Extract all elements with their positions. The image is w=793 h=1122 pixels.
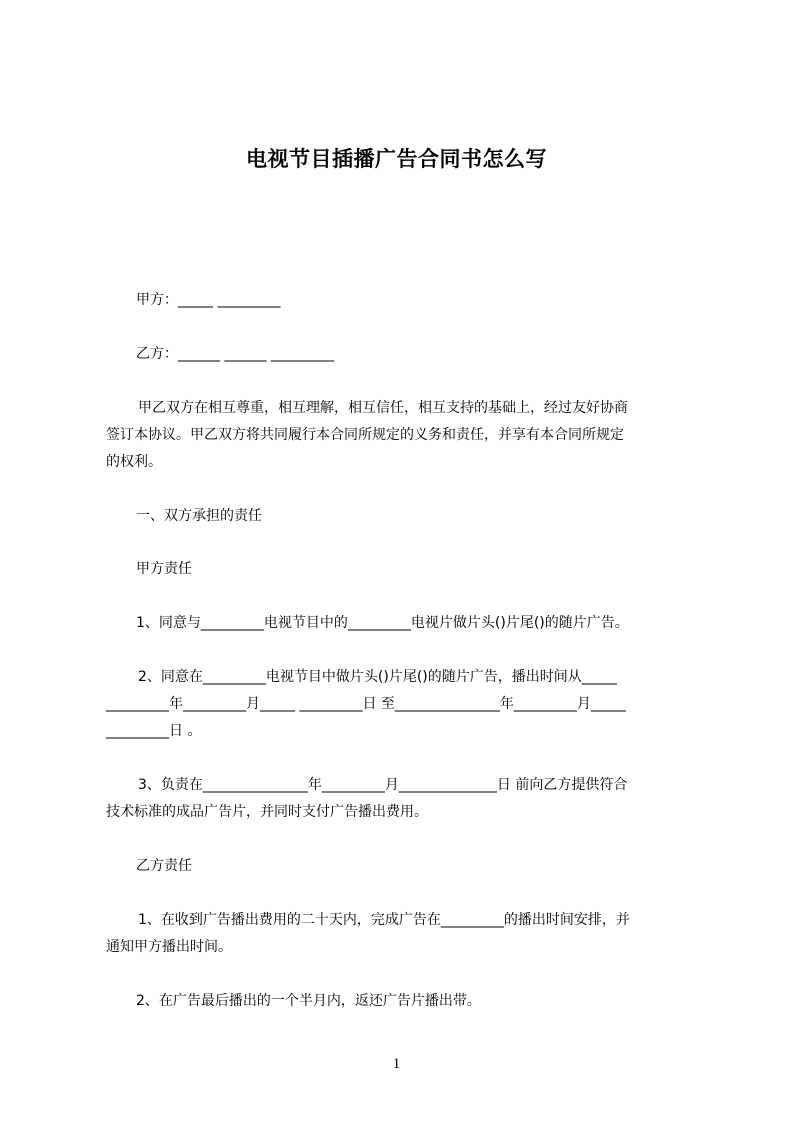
clause-line: 1、在收到广告播出费用的二十天内，完成广告在_________的播出时间安排，并 [138,912,630,928]
section-1-heading: 一、双方承担的责任 [136,508,262,524]
party-a-line: 甲方：_____ _________ [136,292,281,308]
preamble-line: 签订本协议。甲乙双方将共同履行本合同所规定的义务和责任，并享有本合同所规定 [106,427,624,443]
document-title: 电视节目插播广告合同书怎么写 [246,147,547,171]
clause-line: 2、在广告最后播出的一个半月内，返还广告片播出带。 [136,993,481,1009]
party-a-responsibility-heading: 甲方责任 [136,561,192,577]
clause-line: _________日 。 [106,723,202,739]
clause-line: 技术标准的成品广告片，并同时支付广告播出费用。 [106,804,428,820]
preamble-line: 甲乙双方在相互尊重，相互理解，相互信任，相互支持的基础上，经过友好协商 [138,400,628,416]
page-number: 1 [392,1056,401,1072]
party-b-line: 乙方：______ ______ _________ [136,346,334,362]
clause-line: 2、同意在_________电视节目中做片头()片尾()的随片广告，播出时间从_____ [138,669,617,685]
preamble-line: 的权利。 [106,454,162,470]
clause-line: 1、同意与_________电视节目中的_________电视片做片头()片尾()的随片广告。 [136,615,629,631]
clause-line: _________年_________月_____ _________日 至_______________年_________月_____ [106,696,626,712]
clause-line: 3、负责在_______________年_________月______________日 前向乙方提供符合 [138,777,628,793]
party-b-responsibility-heading: 乙方责任 [136,858,192,874]
clause-line: 通知甲方播出时间。 [106,939,232,955]
